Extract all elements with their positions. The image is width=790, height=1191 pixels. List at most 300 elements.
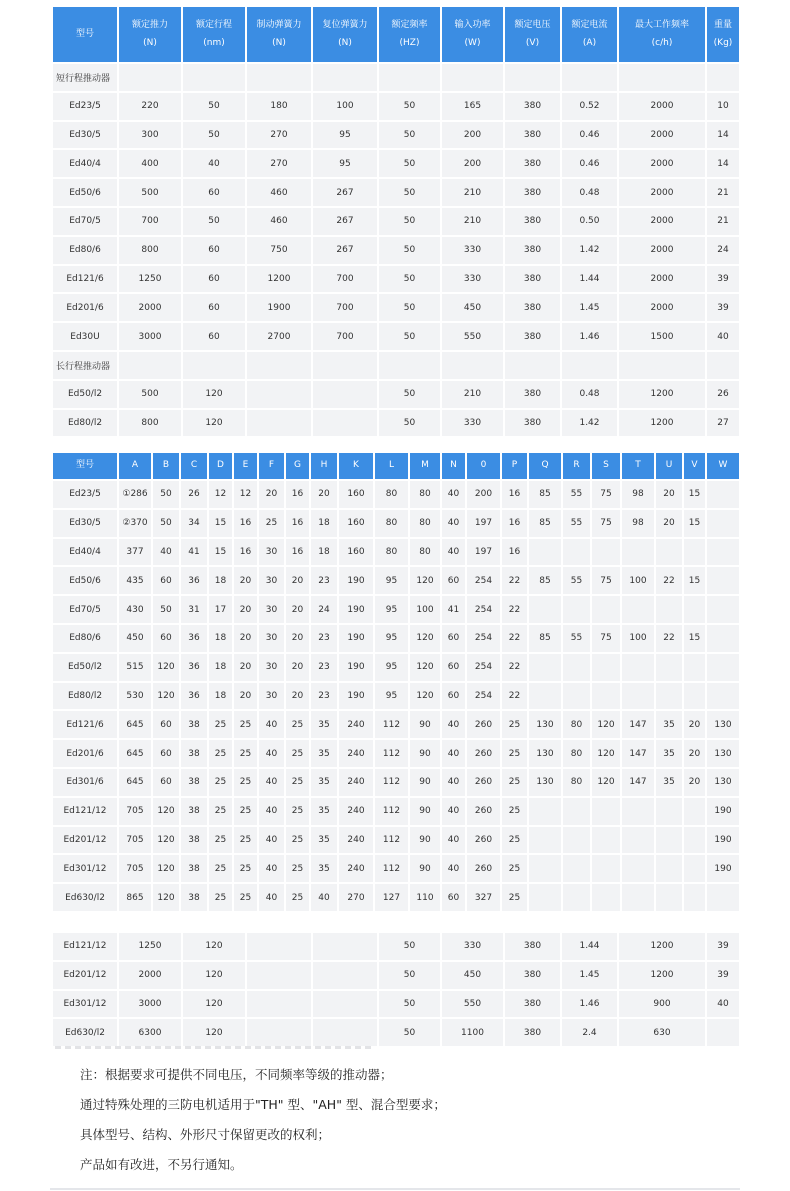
empty-cell <box>442 64 503 91</box>
table-row <box>53 855 739 882</box>
header-cell: Q <box>529 453 561 479</box>
table-cell: 20 <box>684 711 705 738</box>
table-cell: 260 <box>467 798 500 825</box>
table-row <box>53 933 739 960</box>
table-cell <box>656 654 682 681</box>
table-cell: 36 <box>181 567 207 594</box>
table-row <box>53 711 739 738</box>
table-row <box>53 962 739 989</box>
table-cell: 160 <box>339 510 373 537</box>
bottom-divider <box>50 1188 740 1190</box>
table-cell <box>656 683 682 710</box>
table-row <box>53 683 739 710</box>
table-cell: 380 <box>505 410 560 437</box>
table-cell: 41 <box>181 539 207 566</box>
table-cell: 260 <box>467 769 500 796</box>
empty-cell <box>183 352 245 379</box>
table-cell: 50 <box>153 481 179 508</box>
table-cell: 16 <box>286 481 309 508</box>
table-cell: 1.45 <box>562 962 617 989</box>
table-row <box>53 625 739 652</box>
section-row <box>53 352 739 379</box>
table-cell: 120 <box>410 654 440 681</box>
table-cell: 25 <box>234 740 257 767</box>
table-cell: 120 <box>153 683 179 710</box>
header-cell <box>247 7 311 62</box>
table-cell <box>622 539 654 566</box>
table-cell: 36 <box>181 654 207 681</box>
table-cell: 38 <box>181 827 207 854</box>
table-cell: 25 <box>234 855 257 882</box>
table-cell: 165 <box>442 93 503 120</box>
table-cell: 16 <box>286 510 309 537</box>
table-cell: 120 <box>183 991 245 1018</box>
table-cell <box>656 855 682 882</box>
table-cell: 645 <box>119 769 151 796</box>
header-label: 最大工作频率 <box>634 20 689 31</box>
table-cell: 100 <box>410 596 440 623</box>
table-cell: 25 <box>502 798 527 825</box>
table-cell: 705 <box>119 855 151 882</box>
note-line: 通过特殊处理的三防电机适用于"TH" 型、"AH" 型、混合型要求； <box>80 1097 446 1112</box>
table-cell: 120 <box>183 933 245 960</box>
table-cell: 190 <box>707 855 739 882</box>
table-cell <box>592 884 620 911</box>
table-cell: 2.4 <box>562 1019 617 1046</box>
table-cell <box>529 654 561 681</box>
header-cell: T <box>622 453 654 479</box>
empty-cell <box>313 64 377 91</box>
table-cell: 260 <box>467 827 500 854</box>
table-cell: 500 <box>119 179 181 206</box>
table-cell: Ed30U <box>53 323 117 350</box>
table-cell: 200 <box>442 122 503 149</box>
table-cell: 35 <box>311 740 337 767</box>
table-cell: 240 <box>339 711 373 738</box>
table-cell: 120 <box>183 962 245 989</box>
header-cell: M <box>410 453 440 479</box>
table-cell: 750 <box>247 237 311 264</box>
table-cell: Ed80/l2 <box>53 410 117 437</box>
table-cell: 645 <box>119 711 151 738</box>
table-cell <box>684 884 705 911</box>
table-cell: 380 <box>505 122 560 149</box>
table-cell: 2000 <box>119 294 181 321</box>
table-cell: 180 <box>247 93 311 120</box>
table-cell: 55 <box>563 481 590 508</box>
table-row <box>53 481 739 508</box>
section-title: 长行程推动器 <box>53 352 117 379</box>
table-cell: 75 <box>592 567 620 594</box>
table-cell: Ed30/5 <box>53 122 117 149</box>
table-cell <box>592 827 620 854</box>
table-cell: ①286 <box>119 481 151 508</box>
table-row <box>53 798 739 825</box>
table-cell: 95 <box>375 683 408 710</box>
section-title: 短行程推动器 <box>53 64 117 91</box>
table-cell: 22 <box>502 625 527 652</box>
header-unit: (V) <box>525 37 540 48</box>
table-cell: 40 <box>442 539 465 566</box>
table-cell: 1100 <box>442 1019 503 1046</box>
table-cell <box>529 539 561 566</box>
table-cell: 75 <box>592 510 620 537</box>
table-cell: 98 <box>622 481 654 508</box>
table-cell: 35 <box>311 798 337 825</box>
table-cell: Ed301/12 <box>53 855 117 882</box>
table-cell: 40 <box>707 323 739 350</box>
table-cell: 20 <box>234 683 257 710</box>
table-cell: 330 <box>442 266 503 293</box>
table-cell: 26 <box>181 481 207 508</box>
header-cell: V <box>684 453 705 479</box>
table-cell: 20 <box>286 567 309 594</box>
empty-cell <box>379 352 440 379</box>
table-row <box>53 769 739 796</box>
table-cell: 35 <box>311 827 337 854</box>
table-cell: 20 <box>684 740 705 767</box>
table-cell <box>313 991 377 1018</box>
table-cell: 21 <box>707 179 739 206</box>
header-cell: F <box>259 453 284 479</box>
table-cell: 23 <box>311 683 337 710</box>
table-cell: Ed80/6 <box>53 625 117 652</box>
table-cell: 90 <box>410 711 440 738</box>
table-cell: 40 <box>259 740 284 767</box>
table-cell: 380 <box>505 381 560 408</box>
table-cell: 700 <box>313 294 377 321</box>
table-cell: 460 <box>247 208 311 235</box>
table-cell: 22 <box>502 654 527 681</box>
table-cell: 112 <box>375 855 408 882</box>
table-cell: 100 <box>622 567 654 594</box>
table-cell: 16 <box>502 539 527 566</box>
table-cell: 2000 <box>619 122 705 149</box>
table-cell: 25 <box>286 798 309 825</box>
table-cell <box>656 596 682 623</box>
table-cell: 40 <box>442 510 465 537</box>
table-cell: 95 <box>375 654 408 681</box>
table-cell: 254 <box>467 654 500 681</box>
table-cell: 550 <box>442 323 503 350</box>
table-cell: 25 <box>259 510 284 537</box>
header-cell: 型号 <box>53 453 117 479</box>
header-unit: (N) <box>338 37 352 48</box>
table-cell: 240 <box>339 855 373 882</box>
table-cell: 435 <box>119 567 151 594</box>
table-cell: 25 <box>502 769 527 796</box>
table-cell <box>563 798 590 825</box>
table-cell: 80 <box>375 481 408 508</box>
table-cell: 60 <box>183 237 245 264</box>
table-cell: 90 <box>410 855 440 882</box>
table-cell: 25 <box>209 855 232 882</box>
table-cell <box>529 798 561 825</box>
table-cell: 90 <box>410 740 440 767</box>
table-row <box>53 294 739 321</box>
table-cell: 50 <box>379 933 440 960</box>
table-cell: 40 <box>707 991 739 1018</box>
table-cell: 10 <box>707 93 739 120</box>
table-cell <box>684 798 705 825</box>
table-cell: 50 <box>153 596 179 623</box>
table-cell: 100 <box>313 93 377 120</box>
table-cell: 24 <box>311 596 337 623</box>
table-cell <box>684 539 705 566</box>
table-cell: 21 <box>707 208 739 235</box>
table-cell: Ed201/6 <box>53 740 117 767</box>
table-cell: 50 <box>379 266 440 293</box>
table-cell: 1200 <box>619 381 705 408</box>
table-cell: 3000 <box>119 323 181 350</box>
table-cell: 380 <box>505 150 560 177</box>
table-cell: 50 <box>379 122 440 149</box>
faint-divider <box>55 1046 375 1049</box>
table-cell: 20 <box>656 481 682 508</box>
table-cell: 22 <box>502 683 527 710</box>
header-cell <box>442 7 503 62</box>
table-cell: 1.46 <box>562 323 617 350</box>
table-cell <box>707 481 739 508</box>
table-cell: 190 <box>339 654 373 681</box>
table-cell <box>529 884 561 911</box>
table-cell: 240 <box>339 769 373 796</box>
table-cell: 60 <box>442 625 465 652</box>
table-cell: 25 <box>286 740 309 767</box>
header-cell: S <box>592 453 620 479</box>
table-cell: 12 <box>209 481 232 508</box>
table-cell <box>247 962 311 989</box>
table-cell: 550 <box>442 991 503 1018</box>
table-cell <box>707 625 739 652</box>
table-cell <box>592 855 620 882</box>
header-unit: (HZ) <box>399 37 420 48</box>
header-label: 重量 <box>713 20 732 31</box>
table-cell: 16 <box>502 481 527 508</box>
table-cell: 20 <box>259 481 284 508</box>
header-cell: L <box>375 453 408 479</box>
header-label: 额定行程 <box>195 20 232 31</box>
table-cell: 645 <box>119 740 151 767</box>
table-cell: 95 <box>375 567 408 594</box>
table-cell: 380 <box>505 323 560 350</box>
table-cell: 39 <box>707 962 739 989</box>
table-cell: 2700 <box>247 323 311 350</box>
table-cell: 0.50 <box>562 208 617 235</box>
table-cell: ②370 <box>119 510 151 537</box>
table-row <box>53 510 739 537</box>
table-cell: 12 <box>234 481 257 508</box>
table-cell <box>563 539 590 566</box>
table-cell: 130 <box>529 740 561 767</box>
header-label: 额定电流 <box>571 20 608 31</box>
header-cell: N <box>442 453 465 479</box>
table-cell: 377 <box>119 539 151 566</box>
table-cell <box>622 654 654 681</box>
table-cell: Ed201/12 <box>53 962 117 989</box>
table-cell: 20 <box>656 510 682 537</box>
table-cell: 630 <box>619 1019 705 1046</box>
table-row <box>53 208 739 235</box>
table-cell: 55 <box>563 567 590 594</box>
table-row <box>53 596 739 623</box>
table-cell: Ed40/4 <box>53 539 117 566</box>
table-cell <box>592 798 620 825</box>
empty-cell <box>247 64 311 91</box>
table-cell: 50 <box>379 237 440 264</box>
table-cell <box>707 884 739 911</box>
table-cell: 22 <box>502 567 527 594</box>
table-cell: 90 <box>410 769 440 796</box>
table-cell: 38 <box>181 769 207 796</box>
table-cell <box>622 827 654 854</box>
table-cell <box>684 827 705 854</box>
table-cell: 38 <box>181 711 207 738</box>
table-cell: 16 <box>234 539 257 566</box>
table-cell: 254 <box>467 625 500 652</box>
table-cell <box>247 991 311 1018</box>
table-cell: Ed23/5 <box>53 481 117 508</box>
table-cell: 17 <box>209 596 232 623</box>
table-cell: 112 <box>375 740 408 767</box>
header-label: 额定推力 <box>131 20 168 31</box>
table-cell: 85 <box>529 510 561 537</box>
table-cell: 380 <box>505 93 560 120</box>
table-cell <box>707 510 739 537</box>
table-cell <box>656 798 682 825</box>
table-cell <box>563 827 590 854</box>
header-cell <box>313 7 377 62</box>
table-cell: 18 <box>209 654 232 681</box>
table-cell: 40 <box>259 769 284 796</box>
table-cell: 50 <box>379 93 440 120</box>
table-cell: 16 <box>502 510 527 537</box>
header-cell: R <box>563 453 590 479</box>
table-cell: 25 <box>502 855 527 882</box>
table-cell: 25 <box>209 827 232 854</box>
table-cell: 15 <box>209 510 232 537</box>
table-cell: 30 <box>259 539 284 566</box>
table-row <box>53 827 739 854</box>
table-cell: 2000 <box>619 150 705 177</box>
table-cell: 2000 <box>619 294 705 321</box>
table-cell: 36 <box>181 625 207 652</box>
table-cell: 85 <box>529 625 561 652</box>
dimension-table-header <box>53 453 739 479</box>
table-cell <box>563 596 590 623</box>
table-row <box>53 122 739 149</box>
table-cell: 1200 <box>619 933 705 960</box>
header-cell <box>707 7 739 62</box>
table-cell: 50 <box>379 323 440 350</box>
header-unit: (N) <box>143 37 157 48</box>
table-cell: 380 <box>505 991 560 1018</box>
table-cell: 705 <box>119 798 151 825</box>
table-cell: 30 <box>259 654 284 681</box>
table-cell: 0.52 <box>562 93 617 120</box>
header-cell: 0 <box>467 453 500 479</box>
table-cell <box>622 884 654 911</box>
table-cell <box>313 1019 377 1046</box>
table-cell: 2000 <box>119 962 181 989</box>
table-cell: 35 <box>656 740 682 767</box>
table-cell: 2000 <box>619 266 705 293</box>
table-cell: Ed50/6 <box>53 179 117 206</box>
empty-cell <box>119 64 181 91</box>
table-cell: 160 <box>339 539 373 566</box>
table-cell: 270 <box>247 150 311 177</box>
header-label: 型号 <box>75 28 94 39</box>
table-cell: 40 <box>153 539 179 566</box>
header-cell: E <box>234 453 257 479</box>
table-cell <box>622 798 654 825</box>
table-cell: 14 <box>707 150 739 177</box>
table-row <box>53 237 739 264</box>
table-cell: Ed40/4 <box>53 150 117 177</box>
header-unit: (nm) <box>203 37 225 48</box>
table-cell: 23 <box>311 567 337 594</box>
table-cell <box>622 855 654 882</box>
table-row <box>53 179 739 206</box>
table-cell: 1.44 <box>562 933 617 960</box>
table-cell: 450 <box>119 625 151 652</box>
note-line: 具体型号、结构、外形尺寸保留更改的权利； <box>80 1127 331 1142</box>
table-cell: 1.45 <box>562 294 617 321</box>
table-cell: 27 <box>707 410 739 437</box>
table-cell: 270 <box>339 884 373 911</box>
table-cell: 50 <box>379 208 440 235</box>
table-cell: 240 <box>339 740 373 767</box>
table-cell <box>529 855 561 882</box>
long-stroke-spec-table <box>51 931 741 1048</box>
table-cell: 330 <box>442 237 503 264</box>
table-cell: 40 <box>259 884 284 911</box>
table-cell: 120 <box>153 855 179 882</box>
table-cell: 240 <box>339 827 373 854</box>
header-label: 额定频率 <box>391 20 428 31</box>
header-cell: K <box>339 453 373 479</box>
notes-section <box>80 1068 740 1188</box>
table-cell: 25 <box>502 827 527 854</box>
header-label: 制动弹簧力 <box>256 20 302 31</box>
table-cell: 705 <box>119 827 151 854</box>
table-cell: 267 <box>313 179 377 206</box>
table-cell <box>684 855 705 882</box>
table-cell: 40 <box>311 884 337 911</box>
table-cell: 20 <box>286 596 309 623</box>
table-cell: 25 <box>502 740 527 767</box>
table-row <box>53 93 739 120</box>
table-cell <box>684 654 705 681</box>
note-line: 产品如有改进，不另行通知。 <box>80 1157 243 1172</box>
table-cell <box>622 596 654 623</box>
header-cell <box>379 7 440 62</box>
empty-cell <box>183 64 245 91</box>
table-cell: 112 <box>375 798 408 825</box>
table-cell: 120 <box>183 410 245 437</box>
table-cell: 25 <box>502 884 527 911</box>
table-cell: 2000 <box>619 237 705 264</box>
table-cell: 30 <box>259 596 284 623</box>
table-cell <box>247 933 311 960</box>
table-cell: 95 <box>375 625 408 652</box>
header-cell <box>183 7 245 62</box>
table-cell: 800 <box>119 410 181 437</box>
table-cell: 6300 <box>119 1019 181 1046</box>
empty-cell <box>505 64 560 91</box>
table-cell: 190 <box>707 798 739 825</box>
table-row <box>53 654 739 681</box>
